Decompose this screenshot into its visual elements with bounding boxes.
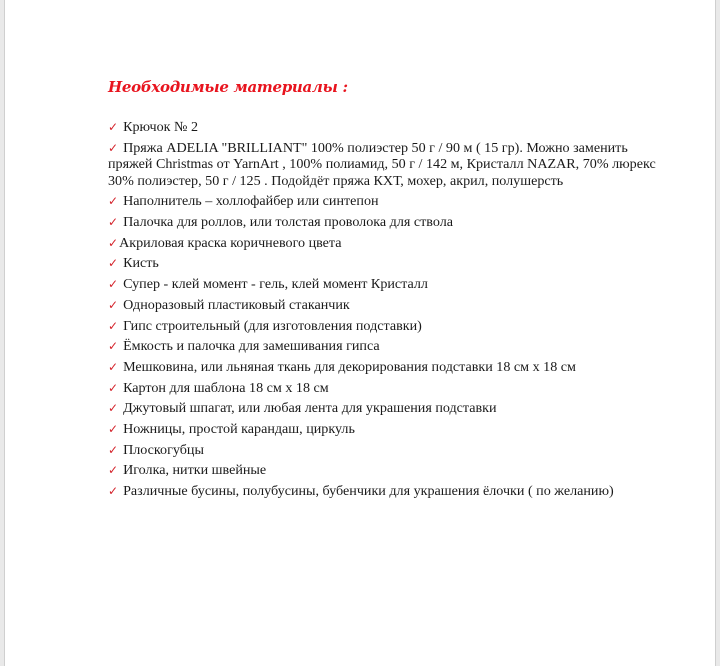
list-item-text: Ёмкость и палочка для замешивания гипса <box>123 338 380 355</box>
list-item <box>108 140 668 190</box>
list-item-text: Плоскогубцы <box>123 441 204 458</box>
list-item <box>108 276 668 293</box>
list-item <box>108 297 668 314</box>
list-item-text: Пряжа ADELIA "BRILLIANT" 100% полиэстер 50 г / 90 м ( 15 гр). Можно заменить пряжей Christmas от YarnArt , 100% полиамид, 50 г / 142 м, Кристалл NAZAR, 70% люрекс 30% полиэстер, 50 г / 125 . Подойдёт пряжа КХТ, мохер, акрил, полушерсть <box>108 139 656 189</box>
checkmark-icon: ✓ <box>108 359 119 374</box>
list-item <box>108 462 668 479</box>
list-item <box>108 421 668 438</box>
list-item-text: Кисть <box>123 255 159 272</box>
list-item-text: Различные бусины, полубусины, бубенчики для украшения ёлочки ( по желанию) <box>123 483 614 499</box>
list-item-text: Картон для шаблона 18 см х 18 см <box>123 379 329 396</box>
list-item <box>108 318 668 335</box>
checkmark-icon: ✓ <box>108 421 119 436</box>
list-item <box>108 338 668 355</box>
list-item <box>108 214 668 231</box>
list-item-text: Наполнитель – холлофайбер или синтепон <box>123 193 379 210</box>
checkmark-icon: ✓ <box>108 484 119 498</box>
checkmark-icon: ✓ <box>108 339 119 354</box>
checkmark-icon: ✓ <box>108 401 119 416</box>
list-item-text: Иголка, нитки швейные <box>123 462 267 479</box>
checkmark-icon: ✓ <box>108 256 119 271</box>
list-item <box>108 119 668 136</box>
list-item <box>108 235 668 252</box>
list-item-text: Джутовый шпагат, или любая лента для украшения подставки <box>123 400 497 417</box>
list-item-text: Гипс строительный (для изготовления подставки) <box>123 317 422 334</box>
checkmark-icon: ✓ <box>108 442 119 457</box>
list-item <box>108 400 668 417</box>
checkmark-icon: ✓ <box>108 215 119 230</box>
list-item-text: Ножницы, простой карандаш, циркуль <box>123 420 355 437</box>
list-item <box>108 380 668 397</box>
checkmark-icon: ✓ <box>108 463 119 478</box>
list-item-text: Одноразовый пластиковый стаканчик <box>123 296 350 313</box>
checkmark-icon: ✓ <box>108 297 119 312</box>
document-page <box>4 0 716 666</box>
checkmark-icon: ✓ <box>108 194 119 209</box>
list-item-text: Палочка для роллов, или толстая проволока для ствола <box>123 214 454 231</box>
list-item-text: Акриловая краска коричневого цвета <box>119 234 342 251</box>
list-item-text: Супер - клей момент - гель, клей момент Кристалл <box>123 276 428 293</box>
list-item <box>108 483 668 500</box>
list-item <box>108 193 668 210</box>
list-item <box>108 359 668 376</box>
list-item <box>108 442 668 459</box>
list-item <box>108 255 668 272</box>
list-item-text: Мешковина, или льняная ткань для декорирования подставки 18 см х 18 см <box>123 358 576 375</box>
list-item-text: Крючок № 2 <box>123 119 199 135</box>
checkmark-icon: ✓ <box>108 277 119 292</box>
checkmark-icon: ✓ <box>108 140 119 155</box>
checkmark-icon: ✓ <box>108 318 119 333</box>
checkmark-icon: ✓ <box>108 235 119 250</box>
checkmark-icon: ✓ <box>108 120 119 134</box>
materials-list <box>108 119 668 504</box>
checkmark-icon: ✓ <box>108 380 119 395</box>
section-heading: Необходимые материалы : <box>108 78 348 96</box>
